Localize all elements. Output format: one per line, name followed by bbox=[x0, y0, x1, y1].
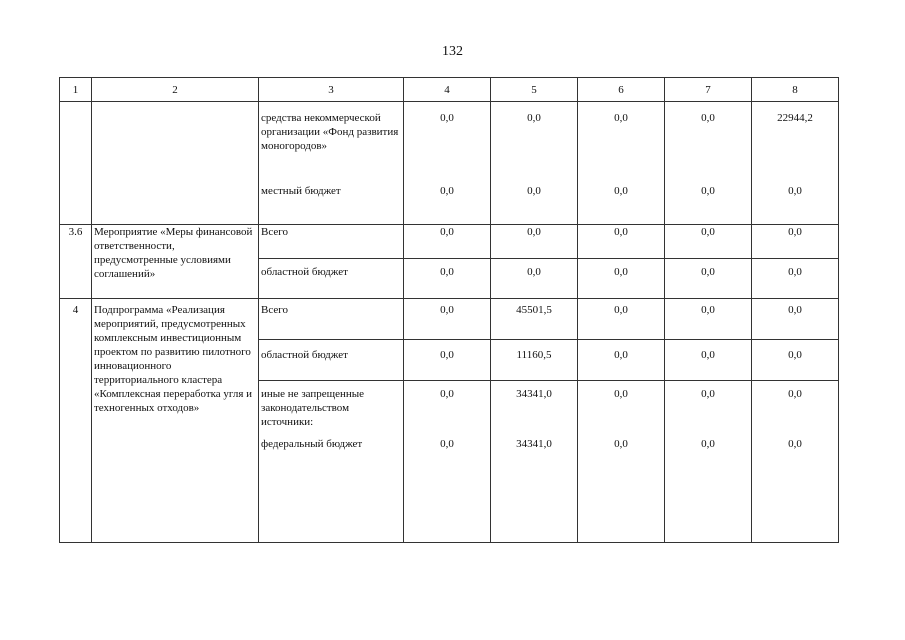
value-col-8 bbox=[752, 299, 839, 340]
value-text: 0,0 bbox=[527, 184, 541, 197]
row-title-text: Подпрограмма «Реализация мероприятий, предусмотренных комплексным инвестиционным проектом по развитию пилотного инновационного территориального кластера «Комплексная переработка угля и техногенных отходов» bbox=[94, 304, 253, 414]
value-text: 0,0 bbox=[440, 388, 454, 400]
value-text: 0,0 bbox=[527, 226, 541, 238]
funding-source-text: областной бюджет bbox=[261, 266, 348, 278]
header-col-2: 2 bbox=[92, 78, 259, 102]
table-row bbox=[60, 299, 839, 340]
row-number bbox=[60, 225, 92, 299]
row-title bbox=[92, 299, 259, 543]
value-col-7 bbox=[665, 184, 752, 225]
row-title bbox=[92, 225, 259, 299]
value-text: 0,0 bbox=[614, 266, 628, 278]
value-col-8 bbox=[752, 225, 839, 259]
funding-source bbox=[259, 299, 404, 340]
header-col-6: 6 bbox=[578, 78, 665, 102]
value-col-6 bbox=[578, 102, 665, 184]
row-number-text: 3.6 bbox=[68, 226, 83, 238]
value-text: 0,0 bbox=[614, 388, 628, 400]
value-text: 0,0 bbox=[527, 266, 541, 278]
table-row bbox=[60, 102, 839, 184]
value-col-6 bbox=[578, 259, 665, 299]
row-title bbox=[92, 102, 259, 225]
header-col-8: 8 bbox=[752, 78, 839, 102]
value-text: 0,0 bbox=[788, 304, 802, 316]
value-text: 0,0 bbox=[614, 349, 628, 361]
value-text: 0,0 bbox=[440, 349, 454, 361]
value-text: 34341,0 bbox=[516, 437, 552, 450]
value-col-6 bbox=[578, 225, 665, 259]
value-col-8 bbox=[752, 184, 839, 225]
value-text: 0,0 bbox=[701, 112, 715, 124]
value-text: 0,0 bbox=[440, 226, 454, 238]
header-row bbox=[60, 78, 839, 102]
value-col-7 bbox=[665, 299, 752, 340]
row-title-text: Мероприятие «Меры финансовой ответственности, предусмотренные условиями соглашений» bbox=[94, 226, 253, 280]
value-text: 0,0 bbox=[614, 437, 628, 450]
value-col-4 bbox=[404, 437, 491, 543]
value-col-8 bbox=[752, 437, 839, 543]
value-text: 0,0 bbox=[701, 184, 715, 197]
value-col-8 bbox=[752, 340, 839, 381]
header-col-3: 3 bbox=[259, 78, 404, 102]
header-col-4: 4 bbox=[404, 78, 491, 102]
value-text: 22944,2 bbox=[777, 112, 813, 124]
value-text: 0,0 bbox=[701, 437, 715, 450]
value-col-5 bbox=[491, 381, 578, 437]
value-col-4 bbox=[404, 184, 491, 225]
value-text: 0,0 bbox=[788, 349, 802, 361]
value-text: 0,0 bbox=[440, 437, 454, 450]
value-col-7 bbox=[665, 437, 752, 543]
value-col-7 bbox=[665, 381, 752, 437]
row-number bbox=[60, 102, 92, 225]
value-text: 0,0 bbox=[440, 112, 454, 124]
value-text: 0,0 bbox=[788, 226, 802, 238]
value-text: 0,0 bbox=[701, 226, 715, 238]
value-text: 0,0 bbox=[440, 266, 454, 278]
row-number-text: 4 bbox=[72, 304, 79, 316]
value-col-7 bbox=[665, 102, 752, 184]
funding-source-text: местный бюджет bbox=[261, 184, 341, 197]
value-col-8 bbox=[752, 102, 839, 184]
funding-source-text: областной бюджет bbox=[261, 349, 348, 361]
value-text: 0,0 bbox=[788, 388, 802, 400]
funding-source bbox=[259, 340, 404, 381]
value-col-6 bbox=[578, 299, 665, 340]
funding-source-text: Всего bbox=[261, 226, 288, 238]
value-text: 0,0 bbox=[701, 266, 715, 278]
value-text: 0,0 bbox=[701, 388, 715, 400]
value-text: 0,0 bbox=[788, 437, 802, 450]
funding-source-text: иные не запрещенные законодательством источники: bbox=[261, 388, 365, 428]
value-text: 0,0 bbox=[527, 112, 541, 124]
value-col-6 bbox=[578, 184, 665, 225]
header-col-1: 1 bbox=[60, 78, 92, 102]
value-col-6 bbox=[578, 437, 665, 543]
value-col-5 bbox=[491, 259, 578, 299]
value-col-7 bbox=[665, 340, 752, 381]
value-text: 0,0 bbox=[614, 112, 628, 124]
funding-source-text: федеральный бюджет bbox=[261, 437, 363, 450]
value-col-4 bbox=[404, 299, 491, 340]
funding-source bbox=[259, 184, 404, 225]
header-col-5: 5 bbox=[491, 78, 578, 102]
value-text: 34341,0 bbox=[516, 388, 552, 400]
value-text: 45501,5 bbox=[516, 304, 552, 316]
value-col-5 bbox=[491, 340, 578, 381]
value-col-8 bbox=[752, 259, 839, 299]
value-col-4 bbox=[404, 381, 491, 437]
value-text: 0,0 bbox=[440, 304, 454, 316]
funding-source-text: средства некоммерческой организации «Фонд развития моногородов» bbox=[261, 112, 399, 152]
value-col-8 bbox=[752, 381, 839, 437]
value-col-5 bbox=[491, 437, 578, 543]
value-col-4 bbox=[404, 259, 491, 299]
value-text: 0,0 bbox=[614, 226, 628, 238]
value-text: 0,0 bbox=[614, 184, 628, 197]
value-col-4 bbox=[404, 102, 491, 184]
funding-source bbox=[259, 259, 404, 299]
table-row bbox=[60, 225, 839, 259]
value-col-5 bbox=[491, 299, 578, 340]
value-col-7 bbox=[665, 259, 752, 299]
value-text: 0,0 bbox=[788, 184, 802, 197]
value-text: 0,0 bbox=[701, 349, 715, 361]
value-text: 11160,5 bbox=[516, 349, 552, 361]
value-col-5 bbox=[491, 184, 578, 225]
value-col-6 bbox=[578, 340, 665, 381]
row-number bbox=[60, 299, 92, 543]
value-text: 0,0 bbox=[440, 184, 454, 197]
value-col-4 bbox=[404, 340, 491, 381]
value-col-4 bbox=[404, 225, 491, 259]
budget-table bbox=[59, 77, 839, 543]
funding-source bbox=[259, 437, 404, 543]
value-text: 0,0 bbox=[701, 304, 715, 316]
value-text: 0,0 bbox=[788, 266, 802, 278]
funding-source-text: Всего bbox=[261, 304, 288, 316]
header-col-7: 7 bbox=[665, 78, 752, 102]
value-col-7 bbox=[665, 225, 752, 259]
value-col-6 bbox=[578, 381, 665, 437]
funding-source bbox=[259, 381, 404, 437]
funding-source bbox=[259, 225, 404, 259]
funding-source bbox=[259, 102, 404, 184]
value-col-5 bbox=[491, 225, 578, 259]
value-text: 0,0 bbox=[614, 304, 628, 316]
value-col-5 bbox=[491, 102, 578, 184]
page-number: 132 bbox=[442, 44, 463, 59]
